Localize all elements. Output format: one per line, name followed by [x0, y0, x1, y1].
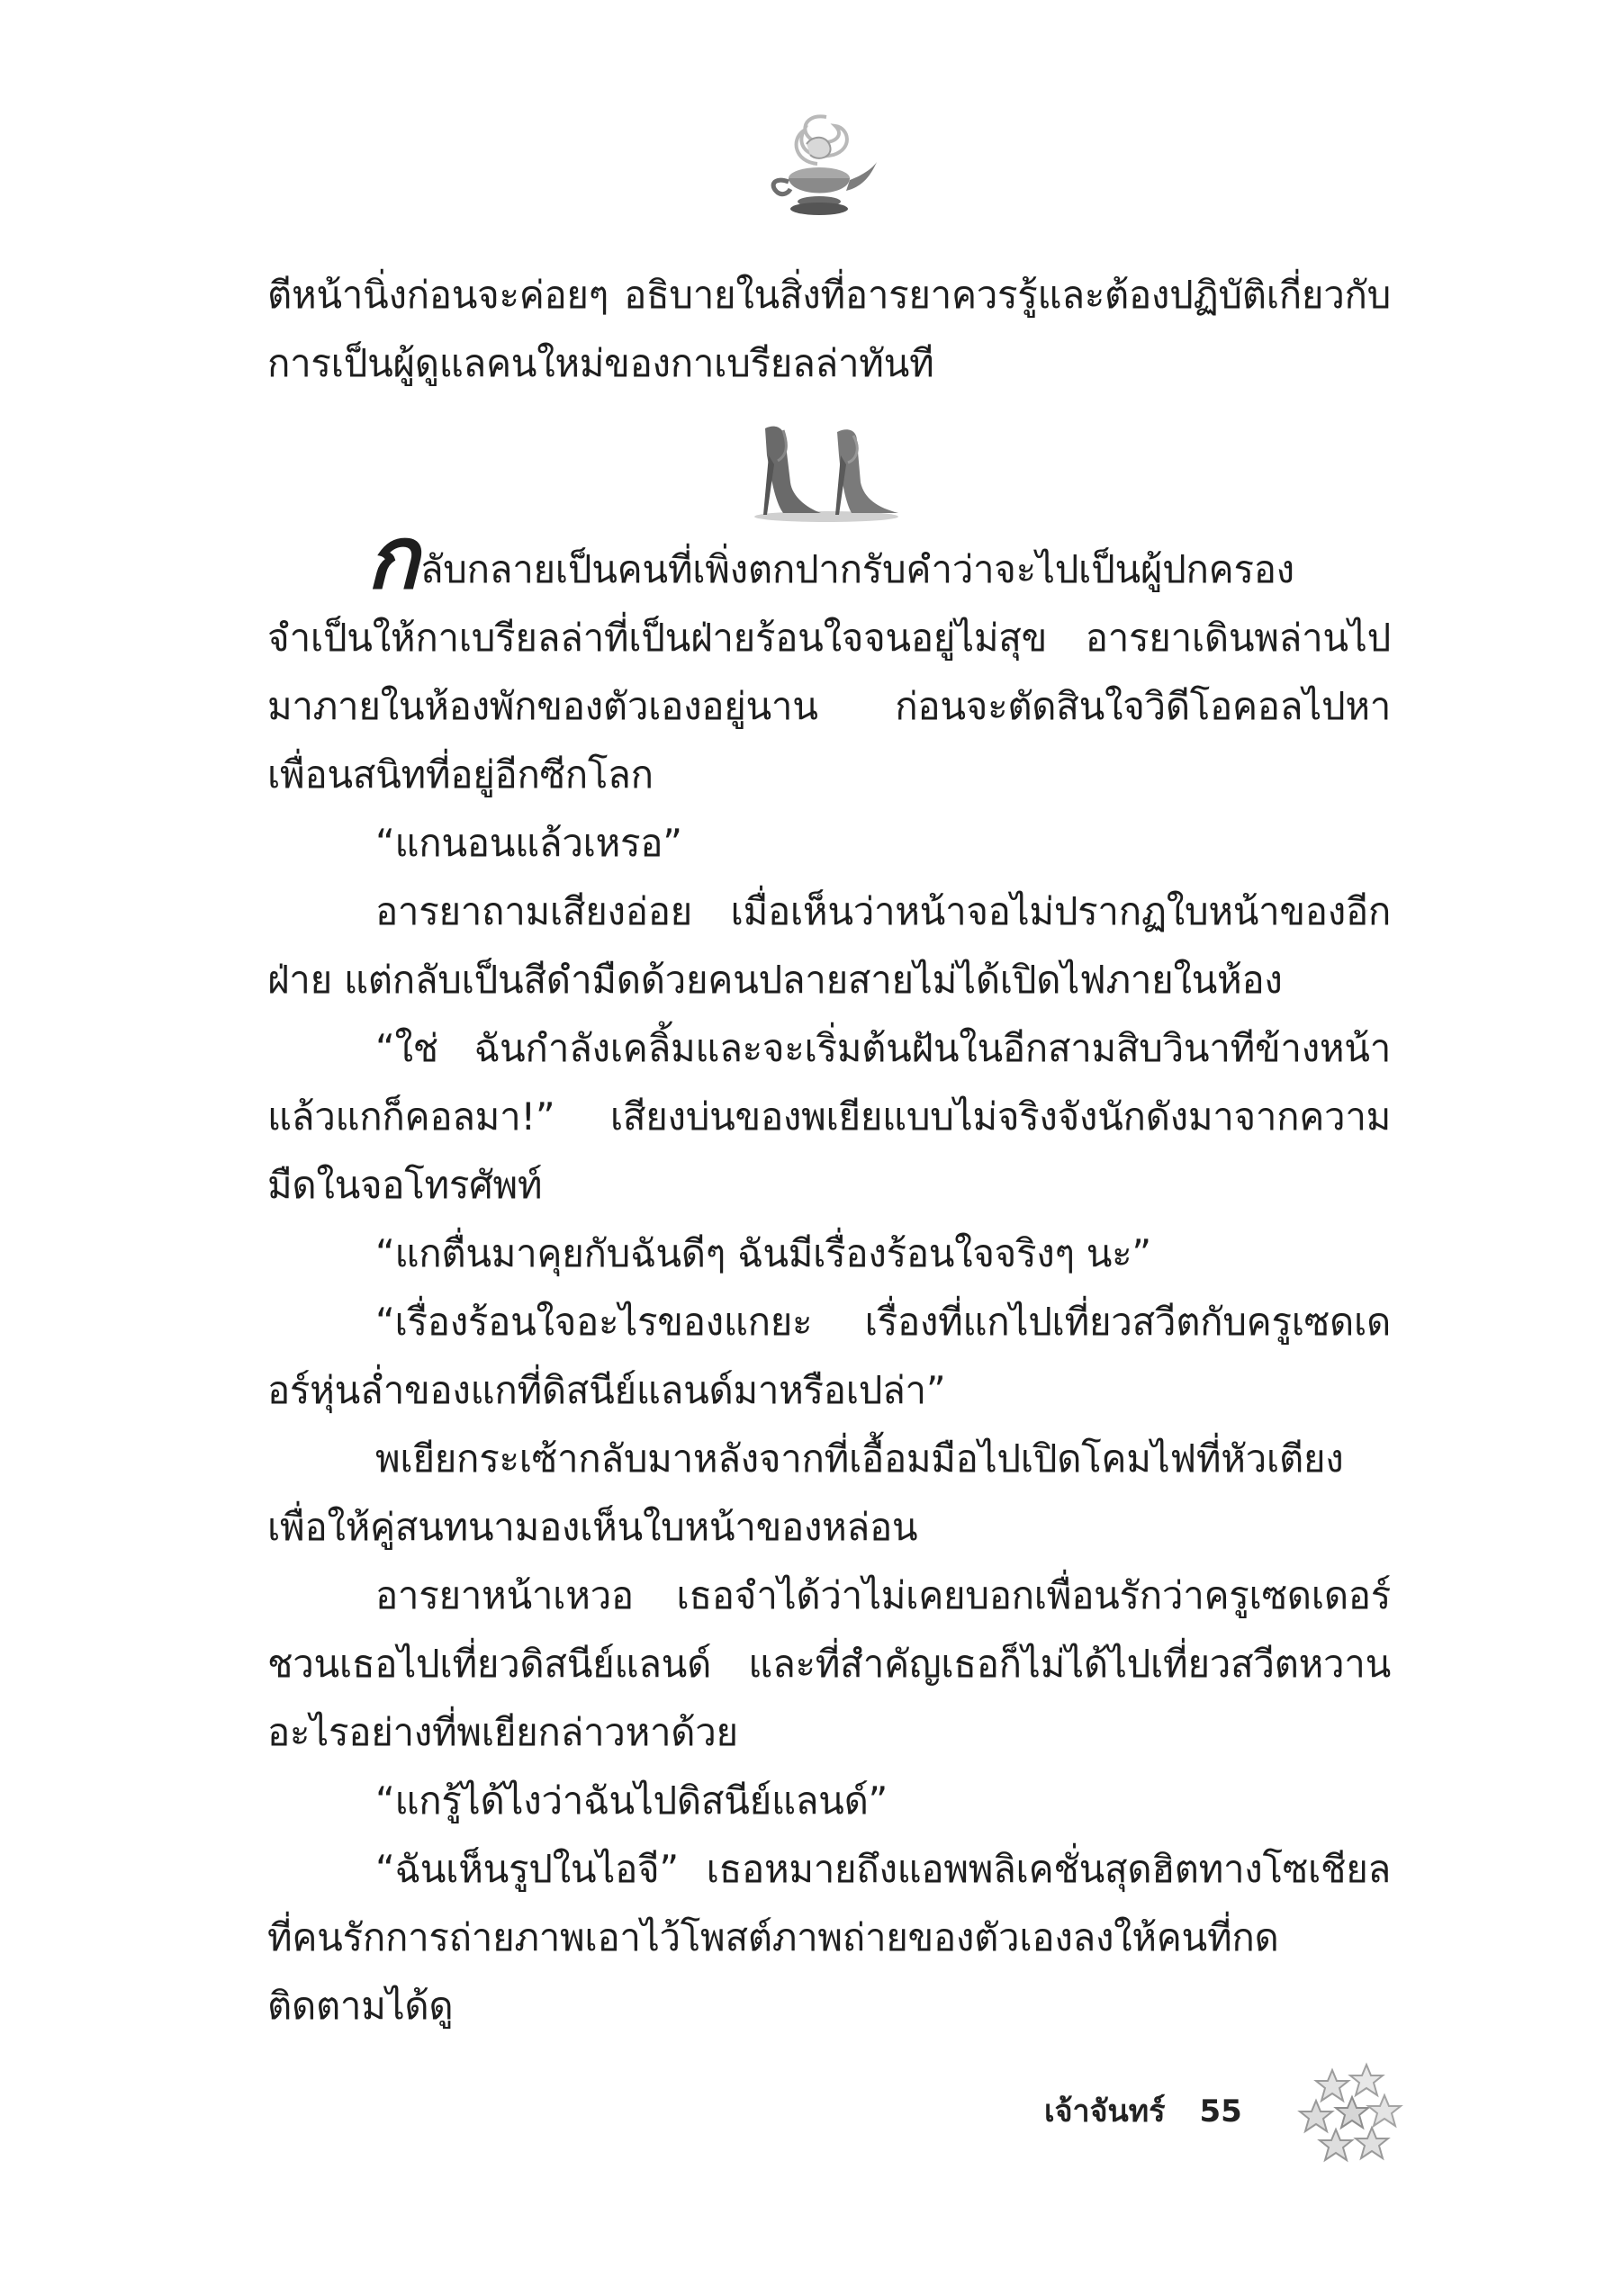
- paragraph-1-text: ลับกลายเป็นคนที่เพิ่งตกปากรับคำว่าจะไปเป็นผู้ปกครองจำเป็นให้กาเบรียลล่าที่เป็นฝ่ายร้อนใจจนอยู่ไม่สุข อารยาเดินพล่านไปมาภายในห้องพักของตัวเองอยู่นาน ก่อนจะตัดสินใจวิดีโอคอลไปหาเพื่อนสนิทที่อยู่อีกซีกโลก: [267, 547, 1391, 797]
- book-title: เจ้าจันทร์: [1044, 2093, 1166, 2129]
- paragraph-3: อารยาถามเสียงอ่อย เมื่อเห็นว่าหน้าจอไม่ปรากฏใบหน้าของอีกฝ่าย แต่กลับเป็นสีดำมืดด้วยคนปลายสายไม่ได้เปิดไฟภายในห้อง: [267, 889, 1391, 1002]
- page-number: 55: [1199, 2093, 1242, 2129]
- paragraph-2: “แกนอนแล้วเหรอ”: [375, 821, 682, 865]
- dropcap-letter: ก: [366, 508, 419, 608]
- stars-icon: [1296, 2061, 1404, 2169]
- paragraph-8: อารยาหน้าเหวอ เธอจำได้ว่าไม่เคยบอกเพื่อนรักว่าครูเซดเดอร์ชวนเธอไปเที่ยวดิสนีย์แลนด์ และที่สำคัญเธอก็ไม่ได้ไปเที่ยวสวีตหวานอะไรอย่างที่พเยียกล่าวหาด้วย: [267, 1573, 1391, 1754]
- intro-paragraph: [267, 261, 1391, 398]
- story-text: [267, 508, 1391, 2040]
- intro-text: ตีหน้านิ่งก่อนจะค่อยๆ อธิบายในสิ่งที่อารยาควรรู้และต้องปฏิบัติเกี่ยวกับการเป็นผู้ดูแลคนใหม่ของกาเบรียลล่าทันที: [267, 273, 1391, 385]
- paragraph-9: “แกรู้ได้ไงว่าฉันไปดิสนีย์แลนด์”: [375, 1778, 888, 1823]
- high-heels-icon: [747, 419, 905, 523]
- page-footer: [1044, 2086, 1276, 2135]
- paragraph-7: พเยียกระเซ้ากลับมาหลังจากที่เอื้อมมือไปเปิดโคมไฟที่หัวเตียงเพื่อให้คู่สนทนามองเห็นใบหน้าของหล่อน: [267, 1436, 1344, 1549]
- paragraph-6: “เรื่องร้อนใจอะไรของแกยะ เรื่องที่แกไปเที่ยวสวีตกับครูเซดเดอร์หุ่นล่ำของแกที่ดิสนีย์แลนด์มาหรือเปล่า”: [267, 1300, 1391, 1412]
- genie-lamp-icon: [763, 108, 880, 221]
- paragraph-5: “แกตื่นมาคุยกับฉันดีๆ ฉันมีเรื่องร้อนใจจริงๆ นะ”: [375, 1231, 1151, 1275]
- paragraph-1: [267, 508, 1391, 809]
- paragraph-10: “ฉันเห็นรูปในไอจี” เธอหมายถึงแอพพลิเคชั่นสุดฮิตทางโซเชียลที่คนรักการถ่ายภาพเอาไว้โพสต์ภาพถ่ายของตัวเองลงให้คนที่กดติดตามได้ดู: [267, 1847, 1391, 2028]
- paragraph-4: “ใช่ ฉันกำลังเคลิ้มและจะเริ่มต้นฝันในอีกสามสิบวินาทีข้างหน้า แล้วแกก็คอลมา!” เสียงบ่นของพเยียแบบไม่จริงจังนักดังมาจากความมืดในจอโทรศัพท์: [267, 1026, 1391, 1207]
